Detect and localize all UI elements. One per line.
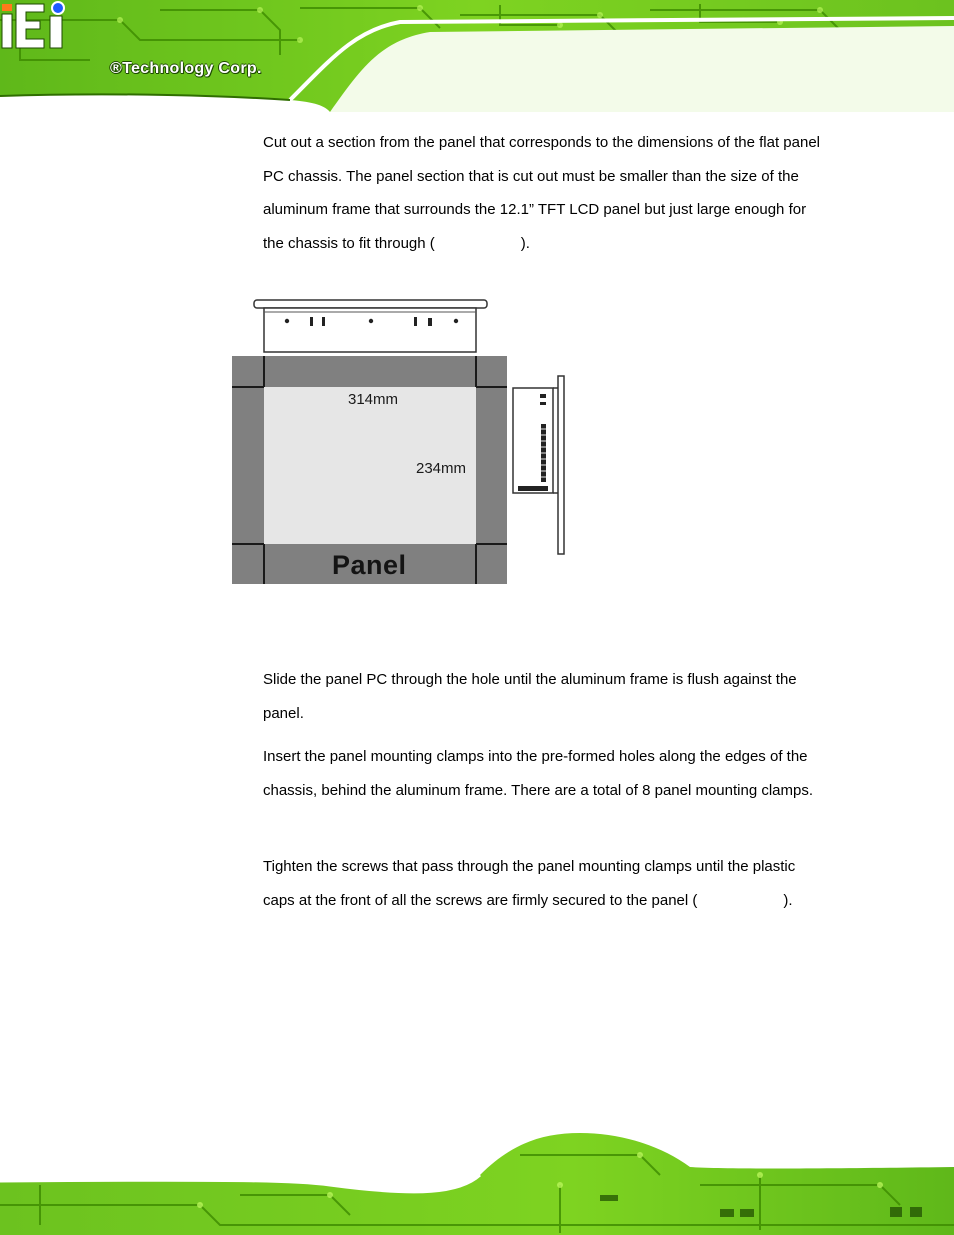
panel-cutout-figure bbox=[232, 296, 572, 588]
cutout-height-label: 234mm bbox=[416, 460, 467, 477]
paragraph-text: Tighten the screws that pass through the panel mounting clamps until the plastic caps at the front of all the screws are firmly secured to the panel ( bbox=[263, 858, 796, 909]
paragraph-tighten-screws bbox=[263, 850, 823, 917]
panel-cutout-drawing bbox=[232, 296, 572, 588]
paragraph-cut-out bbox=[263, 126, 823, 261]
brand-name: ®Technology Corp. bbox=[110, 60, 262, 77]
paragraph-text: ). bbox=[783, 891, 793, 909]
page-footer bbox=[0, 1125, 954, 1235]
page-header bbox=[0, 0, 954, 112]
iei-logo bbox=[0, 0, 70, 52]
circuit-board-footer-graphic bbox=[0, 1125, 954, 1235]
panel-label: Panel bbox=[332, 550, 407, 580]
paragraph-text: ). bbox=[520, 235, 530, 253]
paragraph-text: Cut out a section from the panel that corresponds to the dimensions of the flat panel PC chassis. The panel section that is cut out must be smaller than the size of the aluminum frame that surrounds the 12.1” TFT LCD panel but just large enough for the chassis to fit through ( bbox=[263, 134, 820, 253]
circuit-board-header-graphic bbox=[0, 0, 954, 112]
cutout-width-label: 314mm bbox=[348, 391, 399, 408]
paragraph-insert-clamps: Insert the panel mounting clamps into the pre-formed holes along the edges of the chassis, behind the aluminum frame. There are a total of 8 panel mounting clamps. bbox=[263, 748, 814, 799]
paragraph-slide: Slide the panel PC through the hole until the aluminum frame is flush against the panel. bbox=[263, 671, 797, 722]
